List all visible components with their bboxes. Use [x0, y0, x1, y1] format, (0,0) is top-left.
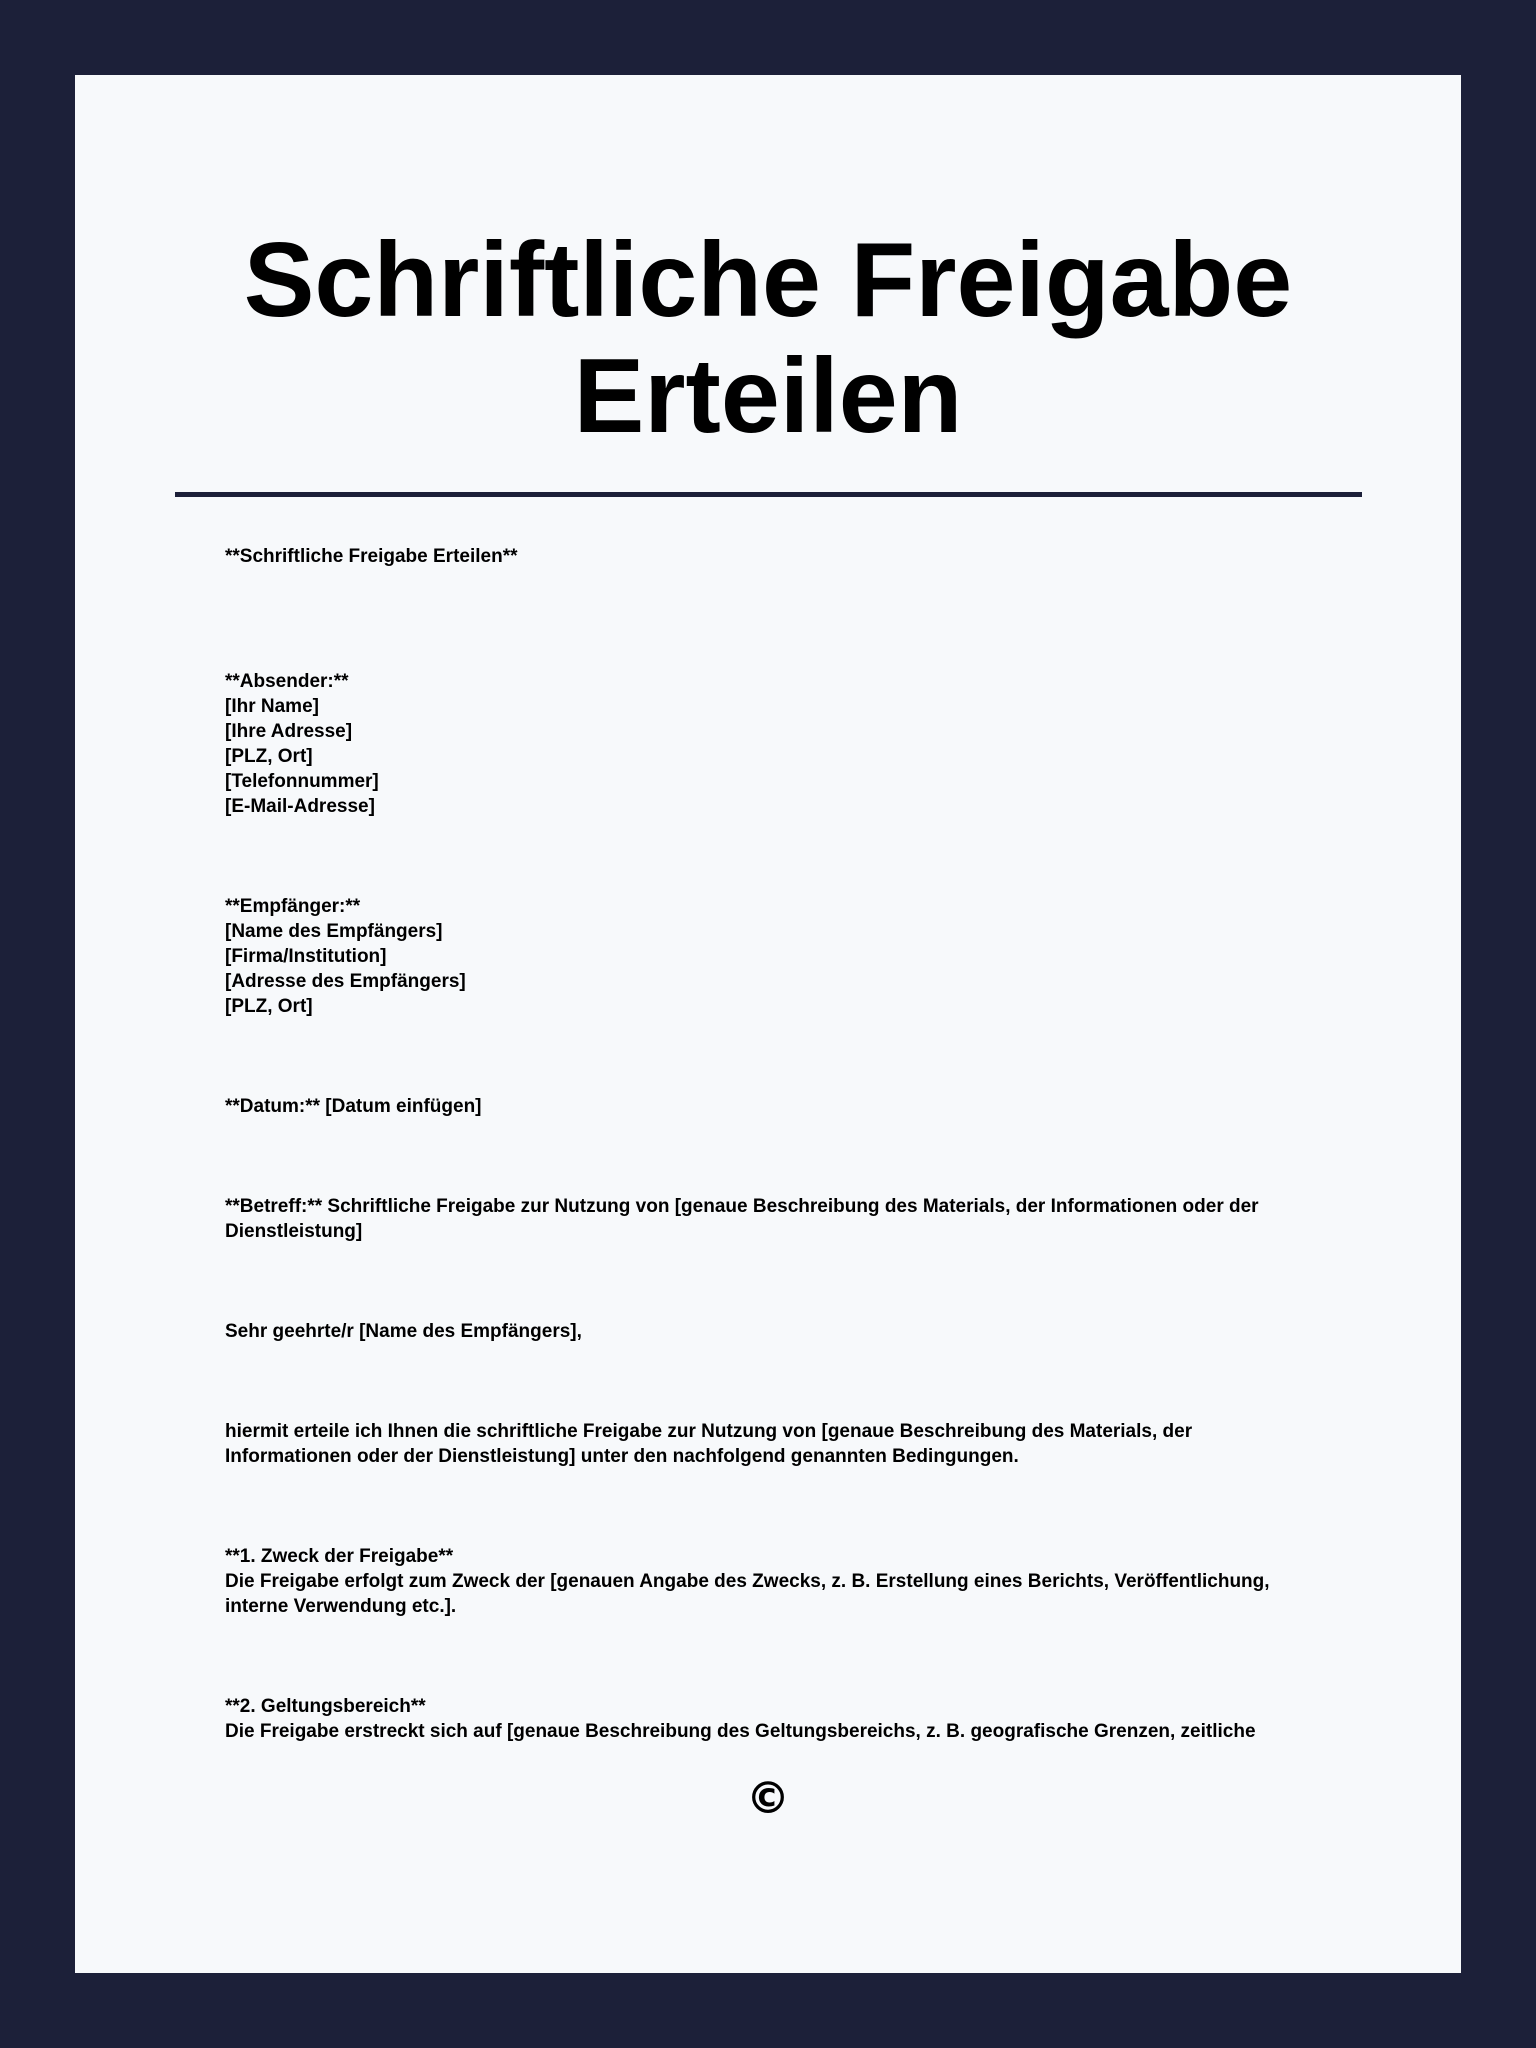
salutation-text: Sehr geehrte/r [Name des Empfängers], — [225, 1321, 582, 1342]
subject-block — [225, 1194, 1345, 1244]
section-1 — [225, 1544, 1345, 1619]
section-1-line-1: Die Freigabe erfolgt zum Zweck der [genauen Angabe des Zwecks, z. B. Erstellung eines Berichts, Veröffentlichung, — [225, 1571, 1270, 1592]
sender-name: [Ihr Name] — [225, 696, 319, 717]
title-line-2: Erteilen — [573, 337, 963, 455]
sender-label: **Absender:** — [225, 671, 349, 692]
salutation — [225, 1319, 1345, 1344]
intro-line-2: Informationen oder der Dienstleistung] unter den nachfolgend genannten Bedingungen. — [225, 1446, 1019, 1467]
document-title — [0, 222, 1536, 454]
recipient-block — [225, 894, 1345, 1019]
date-text: **Datum:** [Datum einfügen] — [225, 1096, 482, 1117]
sender-email: [E-Mail-Adresse] — [225, 796, 375, 817]
section-2 — [225, 1694, 1345, 1744]
subject-line-2: Dienstleistung] — [225, 1221, 363, 1242]
section-2-title: **2. Geltungsbereich** — [225, 1696, 426, 1717]
sender-phone: [Telefonnummer] — [225, 771, 379, 792]
sender-block — [225, 669, 1345, 819]
recipient-company: [Firma/Institution] — [225, 946, 387, 967]
heading-text: **Schriftliche Freigabe Erteilen** — [225, 546, 518, 567]
copyright-icon: © — [746, 1773, 790, 1824]
recipient-city: [PLZ, Ort] — [225, 996, 313, 1017]
recipient-address: [Adresse des Empfängers] — [225, 971, 466, 992]
title-divider — [175, 492, 1362, 497]
subject-line-1: **Betreff:** Schriftliche Freigabe zur Nutzung von [genaue Beschreibung des Materials, der Informationen oder der — [225, 1196, 1259, 1217]
recipient-name: [Name des Empfängers] — [225, 921, 443, 942]
intro-line-1: hiermit erteile ich Ihnen die schriftliche Freigabe zur Nutzung von [genaue Beschreibung des Materials, der — [225, 1421, 1193, 1442]
intro-paragraph — [225, 1419, 1345, 1469]
section-1-title: **1. Zweck der Freigabe** — [225, 1546, 454, 1567]
sender-city: [PLZ, Ort] — [225, 746, 313, 767]
date-line — [225, 1094, 1345, 1119]
recipient-label: **Empfänger:** — [225, 896, 361, 917]
section-2-line-1: Die Freigabe erstreckt sich auf [genaue Beschreibung des Geltungsbereichs, z. B. geografische Grenzen, zeitliche — [225, 1721, 1256, 1742]
sender-address: [Ihre Adresse] — [225, 721, 353, 742]
section-1-line-2: interne Verwendung etc.]. — [225, 1596, 457, 1617]
title-line-1: Schriftliche Freigabe — [243, 221, 1293, 339]
document-heading — [225, 544, 1345, 569]
